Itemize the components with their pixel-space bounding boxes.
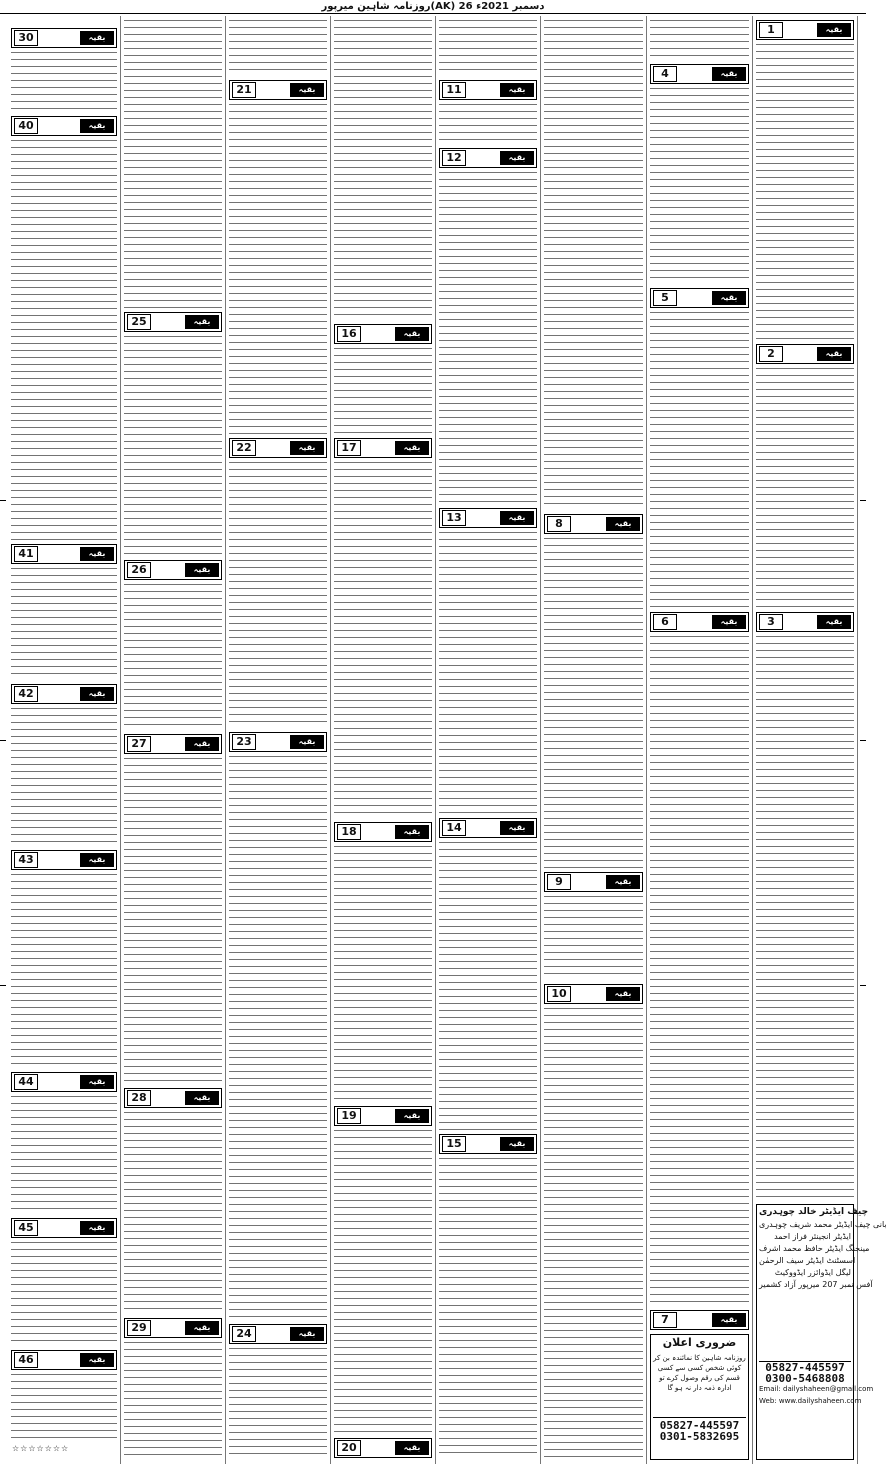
box-label: بقیہ [80, 687, 114, 701]
article-text [334, 846, 432, 1102]
article-text [11, 140, 117, 540]
column-4 [330, 16, 435, 1464]
box-number: 4 [653, 66, 677, 82]
box-number: 45 [14, 1220, 38, 1236]
box-number: 19 [337, 1108, 361, 1124]
continuation-box-17 [334, 438, 432, 458]
continuation-box-26 [124, 560, 222, 580]
continuation-box-43 [11, 850, 117, 870]
box-number: 30 [14, 30, 38, 46]
article-text [11, 1096, 117, 1214]
box-number: 6 [653, 614, 677, 630]
article-text [650, 88, 749, 284]
article-text [11, 52, 117, 112]
article-text [11, 568, 117, 680]
continuation-box-42 [11, 684, 117, 704]
masthead-date-line: روزنامہ شاہین میرپور(AK) 26 دسمبر 2021ء [0, 0, 866, 14]
article-text [229, 1348, 327, 1458]
box-number: 40 [14, 118, 38, 134]
box-label: بقیہ [395, 825, 429, 839]
box-number: 46 [14, 1352, 38, 1368]
box-label: بقیہ [712, 615, 746, 629]
column-5 [435, 16, 540, 1464]
box-label: بقیہ [606, 987, 640, 1001]
article-text [756, 44, 854, 340]
continuation-box-23 [229, 732, 327, 752]
continuation-box-14 [439, 818, 537, 838]
continuation-box-21 [229, 80, 327, 100]
box-label: بقیہ [500, 1137, 534, 1151]
box-label: بقیہ [80, 1353, 114, 1367]
column-6 [540, 16, 646, 1464]
continuation-box-15 [439, 1134, 537, 1154]
continuation-box-18 [334, 822, 432, 842]
box-label: بقیہ [817, 23, 851, 37]
article-text [544, 538, 643, 868]
box-label: بقیہ [80, 1075, 114, 1089]
box-number: 3 [759, 614, 783, 630]
imprint-line: لیگل ایڈوائزر ایڈووکیٹ [774, 1268, 851, 1277]
box-label: بقیہ [395, 1109, 429, 1123]
article-text [11, 1374, 117, 1440]
article-text [544, 1008, 643, 1458]
article-text [334, 20, 432, 320]
box-label: بقیہ [712, 291, 746, 305]
newspaper-page [8, 16, 887, 1464]
box-label: بقیہ [606, 517, 640, 531]
box-number: 10 [547, 986, 571, 1002]
box-label: بقیہ [500, 821, 534, 835]
box-label: بقیہ [185, 737, 219, 751]
article-text [439, 172, 537, 504]
box-label: بقیہ [80, 119, 114, 133]
imprint-line: اسسٹنٹ ایڈیٹر سیف الرحمٰن [759, 1256, 856, 1265]
continuation-box-46 [11, 1350, 117, 1370]
box-number: 2 [759, 346, 783, 362]
continuation-box-41 [11, 544, 117, 564]
continuation-box-20 [334, 1438, 432, 1458]
box-number: 11 [442, 82, 466, 98]
imprint-phone-1: 05827-445597 [759, 1361, 851, 1373]
continuation-box-6 [650, 612, 749, 632]
box-label: بقیہ [185, 315, 219, 329]
continuation-box-2 [756, 344, 854, 364]
continuation-box-5 [650, 288, 749, 308]
box-number: 15 [442, 1136, 466, 1152]
box-number: 42 [14, 686, 38, 702]
article-text [124, 758, 222, 1084]
article-text [544, 20, 643, 510]
fold-mark [0, 500, 6, 501]
imprint-line: چیف ایڈیٹر خالد چوہدری [759, 1207, 869, 1217]
article-text [124, 20, 222, 308]
article-text [650, 312, 749, 608]
article-text [439, 20, 537, 76]
notice-body: روزنامہ شاہین کا نمائندہ بن کر کوئی شخص کسی سے کسی قسم کی رقم وصول کرے تو ادارہ ذمہ دار نہ ہو گا [653, 1354, 746, 1392]
continuation-box-40 [11, 116, 117, 136]
continuation-box-44 [11, 1072, 117, 1092]
box-label: بقیہ [395, 1441, 429, 1455]
box-label: بقیہ [185, 563, 219, 577]
continuation-box-9 [544, 872, 643, 892]
imprint-website: Web: www.dailyshaheen.com [759, 1397, 862, 1405]
article-text [229, 104, 327, 434]
box-number: 23 [232, 734, 256, 750]
footer-stars: ☆☆☆☆☆☆☆ [12, 1444, 70, 1453]
article-text [334, 348, 432, 434]
article-text [124, 1342, 222, 1458]
box-number: 25 [127, 314, 151, 330]
box-number: 41 [14, 546, 38, 562]
box-label: بقیہ [80, 31, 114, 45]
continuation-box-3 [756, 612, 854, 632]
box-label: بقیہ [80, 853, 114, 867]
box-label: بقیہ [395, 441, 429, 455]
article-text [650, 20, 749, 60]
box-label: بقیہ [817, 615, 851, 629]
continuation-box-8 [544, 514, 643, 534]
article-text [229, 20, 327, 76]
box-number: 12 [442, 150, 466, 166]
article-text [11, 708, 117, 846]
box-label: بقیہ [817, 347, 851, 361]
article-text [544, 896, 643, 980]
box-number: 9 [547, 874, 571, 890]
continuation-box-29 [124, 1318, 222, 1338]
continuation-box-4 [650, 64, 749, 84]
continuation-box-27 [124, 734, 222, 754]
imprint-line: بانی چیف ایڈیٹر محمد شریف چوہدری [759, 1220, 887, 1229]
continuation-box-7 [650, 1310, 749, 1330]
imprint-phone-2: 0300-5468808 [765, 1372, 845, 1385]
box-number: 24 [232, 1326, 256, 1342]
fold-mark [860, 500, 866, 501]
notice-box [650, 1334, 749, 1460]
box-number: 7 [653, 1312, 677, 1328]
column-2 [120, 16, 225, 1464]
fold-mark [860, 985, 866, 986]
imprint-email: Email: dailyshaheen@gmail.com [759, 1385, 874, 1393]
column-3 [225, 16, 330, 1464]
box-number: 18 [337, 824, 361, 840]
article-text [11, 874, 117, 1068]
article-text [334, 1130, 432, 1434]
box-number: 28 [127, 1090, 151, 1106]
article-text [439, 1158, 537, 1458]
fold-mark [0, 985, 6, 986]
box-label: بقیہ [290, 83, 324, 97]
article-text [11, 1242, 117, 1346]
continuation-box-25 [124, 312, 222, 332]
article-text [756, 368, 854, 608]
article-text [650, 636, 749, 1306]
continuation-box-11 [439, 80, 537, 100]
article-text [439, 842, 537, 1130]
continuation-box-45 [11, 1218, 117, 1238]
column-1 [8, 16, 120, 1464]
column-8 [752, 16, 887, 1464]
article-text [124, 336, 222, 556]
box-label: بقیہ [290, 441, 324, 455]
box-number: 26 [127, 562, 151, 578]
article-text [229, 462, 327, 728]
box-number: 5 [653, 290, 677, 306]
article-text [229, 756, 327, 1320]
box-label: بقیہ [185, 1321, 219, 1335]
continuation-box-30 [11, 28, 117, 48]
box-number: 17 [337, 440, 361, 456]
continuation-box-10 [544, 984, 643, 1004]
notice-title: ضروری اعلان [662, 1336, 737, 1349]
box-label: بقیہ [606, 875, 640, 889]
box-label: بقیہ [500, 511, 534, 525]
imprint-line: آفس نمبر 207 میرپور آزاد کشمیر [759, 1280, 873, 1289]
box-label: بقیہ [80, 547, 114, 561]
article-text [756, 636, 854, 1198]
continuation-box-22 [229, 438, 327, 458]
box-label: بقیہ [80, 1221, 114, 1235]
continuation-box-28 [124, 1088, 222, 1108]
continuation-box-12 [439, 148, 537, 168]
box-number: 13 [442, 510, 466, 526]
fold-mark [0, 740, 6, 741]
box-label: بقیہ [290, 1327, 324, 1341]
continuation-box-1 [756, 20, 854, 40]
article-text [439, 532, 537, 814]
article-text [124, 584, 222, 730]
continuation-box-19 [334, 1106, 432, 1126]
notice-phone-1: 05827-445597 [653, 1417, 746, 1431]
notice-phone-2: 0301-5832695 [659, 1430, 740, 1443]
box-number: 22 [232, 440, 256, 456]
box-number: 21 [232, 82, 256, 98]
box-label: بقیہ [712, 1313, 746, 1327]
box-number: 14 [442, 820, 466, 836]
box-label: بقیہ [185, 1091, 219, 1105]
fold-mark [860, 740, 866, 741]
box-number: 44 [14, 1074, 38, 1090]
box-number: 1 [759, 22, 783, 38]
box-number: 16 [337, 326, 361, 342]
imprint-box [756, 1204, 887, 1460]
box-number: 43 [14, 852, 38, 868]
continuation-box-13 [439, 508, 537, 528]
box-label: بقیہ [500, 83, 534, 97]
continuation-box-16 [334, 324, 432, 344]
box-label: بقیہ [290, 735, 324, 749]
box-label: بقیہ [500, 151, 534, 165]
box-number: 27 [127, 736, 151, 752]
imprint-line: ایڈیٹر انجینئر فراز احمد [774, 1232, 851, 1241]
article-text [439, 104, 537, 144]
box-number: 29 [127, 1320, 151, 1336]
box-number: 8 [547, 516, 571, 532]
imprint-line: مینجنگ ایڈیٹر حافظ محمد اشرف [759, 1244, 870, 1253]
box-number: 20 [337, 1440, 361, 1456]
article-text [334, 462, 432, 818]
continuation-box-24 [229, 1324, 327, 1344]
box-label: بقیہ [395, 327, 429, 341]
box-label: بقیہ [712, 67, 746, 81]
article-text [124, 1112, 222, 1314]
column-7 [646, 16, 752, 1464]
